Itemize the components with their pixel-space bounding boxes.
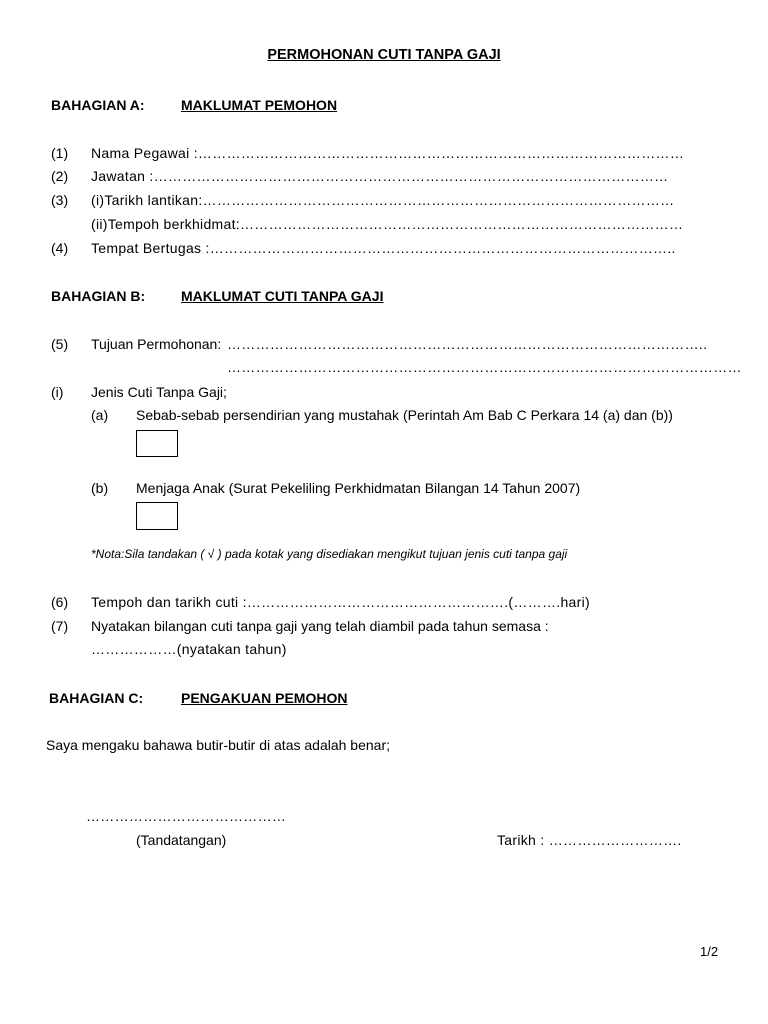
- signature-field[interactable]: ……………………………………: [86, 808, 287, 824]
- section-a-label: BAHAGIAN A:: [51, 97, 145, 113]
- item-6-number: (6): [51, 594, 69, 610]
- bilangan-cuti-field[interactable]: ………………(nyatakan tahun): [91, 641, 287, 657]
- section-c-label: BAHAGIAN C:: [49, 690, 144, 706]
- tarikh-lantikan-field[interactable]: (i)Tarikh lantikan:………………………………………………………………………………………: [91, 192, 675, 208]
- date-field[interactable]: Tarikh : ……………………….: [497, 832, 682, 848]
- declaration-text: Saya mengaku bahawa butir-butir di atas adalah benar;: [46, 737, 390, 753]
- item-2-number: (2): [51, 168, 69, 184]
- tujuan-permohonan-field-line-2[interactable]: ………………………………………………………………………………………………: [227, 359, 742, 375]
- option-b-letter: (b): [91, 480, 109, 496]
- section-c-heading: PENGAKUAN PEMOHON: [181, 690, 348, 706]
- bilangan-cuti-label: Nyatakan bilangan cuti tanpa gaji yang telah diambil pada tahun semasa :: [91, 618, 549, 634]
- tempoh-berkhidmat-field[interactable]: (ii)Tempoh berkhidmat:…………………………………………………………………………………: [91, 216, 684, 232]
- option-a-checkbox[interactable]: [136, 430, 178, 457]
- signature-label: (Tandatangan): [136, 832, 227, 848]
- tempoh-tarikh-cuti-field[interactable]: Tempoh dan tarikh cuti :……………………………………………….(……….hari): [91, 594, 590, 610]
- item-4-number: (4): [51, 240, 69, 256]
- form-title: PERMOHONAN CUTI TANPA GAJI: [267, 47, 501, 63]
- nota-text: *Nota:Sila tandakan ( √ ) pada kotak yang disediakan mengikut tujuan jenis cuti tanpa gaji: [91, 547, 568, 561]
- section-b-label: BAHAGIAN B:: [51, 288, 146, 304]
- section-b-heading: MAKLUMAT CUTI TANPA GAJI: [181, 288, 384, 304]
- option-b-checkbox[interactable]: [136, 502, 178, 530]
- option-a-letter: (a): [91, 407, 109, 423]
- item-3-number: (3): [51, 192, 69, 208]
- tujuan-permohonan-field[interactable]: ………………………………………………………………………………………..: [227, 336, 708, 352]
- section-a-heading: MAKLUMAT PEMOHON: [181, 97, 338, 113]
- item-i-number: (i): [51, 384, 64, 400]
- item-1-number: (1): [51, 145, 69, 161]
- page-number: 1/2: [700, 944, 719, 959]
- nama-pegawai-field[interactable]: Nama Pegawai :…………………………………………………………………………………………: [91, 145, 685, 161]
- item-5-number: (5): [51, 336, 69, 352]
- option-a-text: Sebab-sebab persendirian yang mustahak (Perintah Am Bab C Perkara 14 (a) dan (b)): [136, 407, 673, 423]
- item-7-number: (7): [51, 618, 69, 634]
- option-b-text: Menjaga Anak (Surat Pekeliling Perkhidmatan Bilangan 14 Tahun 2007): [136, 480, 581, 496]
- tempat-bertugas-field[interactable]: Tempat Bertugas :……………………………………………………………………………………..: [91, 240, 676, 256]
- jenis-cuti-label: Jenis Cuti Tanpa Gaji;: [91, 384, 227, 400]
- jawatan-field[interactable]: Jawatan :………………………………………………………………………………………………: [91, 168, 669, 184]
- tujuan-permohonan-label: Tujuan Permohonan:: [91, 336, 222, 352]
